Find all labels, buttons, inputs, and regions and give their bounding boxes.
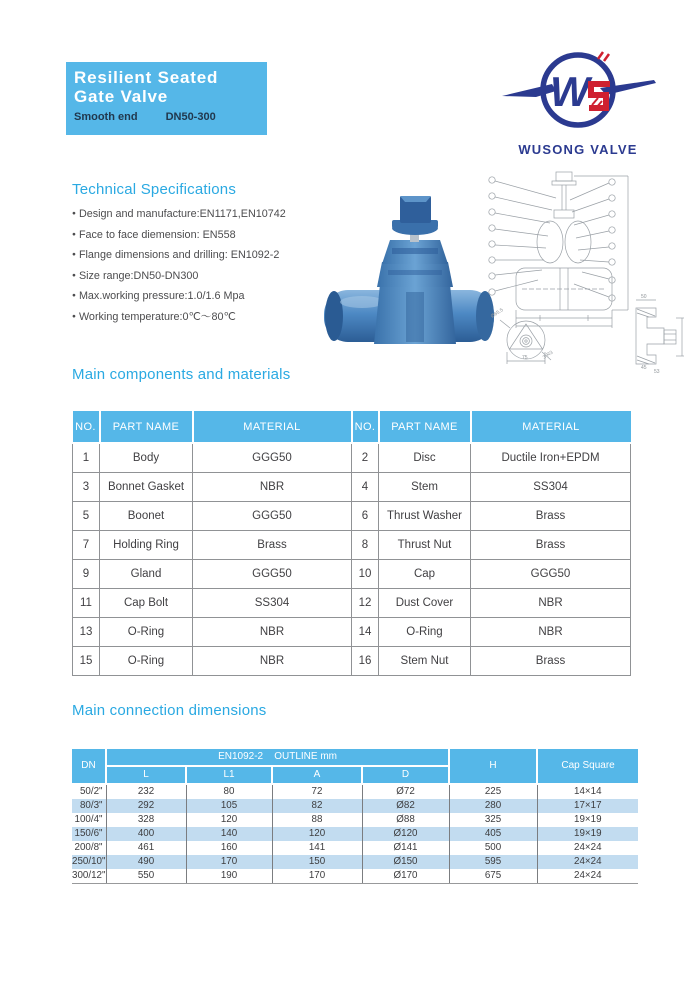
comp-cell: GGG50 — [193, 560, 352, 589]
dim-cell: 150/6" — [74, 828, 103, 840]
table-row — [72, 813, 638, 827]
spec-item: ● Size range:DN50-DN300 — [72, 267, 332, 288]
comp-cell: SS304 — [471, 473, 631, 502]
dim-cell: 150 — [272, 855, 362, 869]
product-title-block — [66, 62, 267, 135]
comp-cell: Stem — [379, 473, 471, 502]
comp-cell: 13 — [73, 618, 100, 647]
dim-cell: 24×24 — [537, 869, 638, 884]
column-header-h: H — [449, 749, 537, 784]
comp-cell: Cap — [379, 560, 471, 589]
comp-cell: Thrust Washer — [379, 502, 471, 531]
table-row — [72, 827, 638, 841]
dim-cell: 120 — [272, 827, 362, 841]
dim-cell: 405 — [449, 827, 537, 841]
components-table — [72, 411, 631, 676]
brand-logo — [500, 46, 656, 157]
column-header-dn: DN — [72, 749, 106, 784]
comp-cell: GGG50 — [193, 502, 352, 531]
table-row — [73, 473, 631, 502]
comp-cell: 12 — [352, 589, 379, 618]
dim-cell: 140 — [186, 827, 272, 841]
components-header-row — [73, 411, 631, 443]
column-header-cap-square: Cap Square — [537, 749, 638, 784]
product-title-line2: Gate Valve — [74, 87, 169, 106]
dim-cell: 14×14 — [537, 784, 638, 799]
dim-cell: 88 — [272, 813, 362, 827]
comp-cell: 8 — [352, 531, 379, 560]
gate-valve-photo — [322, 192, 497, 358]
product-size-range: DN50-300 — [165, 111, 216, 123]
spec-item: ● Face to face diemension: EN558 — [72, 226, 332, 247]
comp-cell: NBR — [193, 473, 352, 502]
callout-circles-right — [570, 179, 615, 301]
comp-cell: NBR — [193, 618, 352, 647]
dimensions-heading: Main connection dimensions — [72, 702, 267, 719]
comp-cell: 2 — [352, 443, 379, 473]
dim-cell: 200/8" — [74, 842, 103, 854]
dim-cell: 280 — [449, 799, 537, 813]
column-header: A — [272, 766, 362, 784]
table-row — [73, 531, 631, 560]
drawing-50-label: 50 — [641, 294, 647, 300]
comp-cell: O-Ring — [379, 618, 471, 647]
dim-cell: 325 — [449, 813, 537, 827]
dim-cell: Ø150 — [362, 855, 449, 869]
column-header: D — [362, 766, 449, 784]
svg-text:W: W — [550, 68, 590, 115]
dim-cell: 170 — [272, 869, 362, 884]
dim-cell: 292 — [106, 799, 186, 813]
comp-cell: 14 — [352, 618, 379, 647]
comp-cell: 5 — [73, 502, 100, 531]
comp-cell: Brass — [471, 647, 631, 676]
table-row — [73, 560, 631, 589]
drawing-diameter-label: Ø65.5 — [489, 307, 505, 320]
valve-section-outline — [516, 172, 612, 310]
dimensions-header-row1 — [72, 749, 638, 766]
drawing-75-label: 75 — [522, 355, 528, 361]
drawing-45-label: 45 — [641, 365, 647, 371]
comp-cell: Body — [100, 443, 193, 473]
dim-cell: 300/12" — [72, 869, 106, 884]
drawing-radius-label: 3-R3 — [541, 349, 555, 361]
brand-name: WUSONG VALVE — [518, 142, 638, 157]
comp-cell: 9 — [73, 560, 100, 589]
dim-cell: 490 — [106, 855, 186, 869]
dim-cell: 141 — [272, 841, 362, 855]
comp-cell: Thrust Nut — [379, 531, 471, 560]
comp-cell: Disc — [379, 443, 471, 473]
product-end-type: Smooth end — [74, 111, 138, 123]
dim-cell: 24×24 — [537, 855, 638, 869]
dim-cell: 19×19 — [537, 813, 638, 827]
dim-cell: 82 — [272, 799, 362, 813]
column-header: L — [106, 766, 186, 784]
comp-cell: 10 — [352, 560, 379, 589]
spec-item: ● Flange dimensions and drilling: EN1092-2 — [72, 246, 332, 267]
comp-cell: Gland — [100, 560, 193, 589]
spec-item: ● Max.working pressure:1.0/1.6 Mpa — [72, 287, 332, 308]
comp-cell: 4 — [352, 473, 379, 502]
wusong-logo-icon — [500, 46, 656, 136]
drawing-53-label: 53 — [654, 369, 660, 374]
comp-cell: Brass — [471, 531, 631, 560]
comp-cell: Ductile Iron+EPDM — [471, 443, 631, 473]
column-header: NO. — [73, 411, 100, 443]
column-header: MATERIAL — [193, 411, 352, 443]
tech-specs-heading: Technical Specifications — [72, 181, 237, 198]
dim-cell: 160 — [186, 841, 272, 855]
dim-cell: 170 — [186, 855, 272, 869]
table-row — [72, 869, 638, 884]
dim-cell: 105 — [186, 799, 272, 813]
valve-cross-section-drawing — [478, 168, 696, 374]
comp-cell: 1 — [73, 443, 100, 473]
comp-cell: SS304 — [193, 589, 352, 618]
column-header: NO. — [352, 411, 379, 443]
dim-cell: Ø88 — [362, 813, 449, 827]
dim-cell: 120 — [186, 813, 272, 827]
dim-cell: 225 — [449, 784, 537, 799]
column-header: PART NAME — [379, 411, 471, 443]
dim-cell: Ø82 — [362, 799, 449, 813]
table-row — [73, 647, 631, 676]
comp-cell: O-Ring — [100, 647, 193, 676]
dim-cell: 250/10" — [72, 856, 106, 868]
table-row — [72, 799, 638, 813]
components-heading: Main components and materials — [72, 366, 291, 383]
comp-cell: NBR — [193, 647, 352, 676]
dim-cell: 17×17 — [537, 799, 638, 813]
comp-cell: Boonet — [100, 502, 193, 531]
product-subtitle — [74, 111, 261, 123]
column-header: L1 — [186, 766, 272, 784]
cap-square-section-view — [636, 300, 684, 364]
dim-cell: 400 — [106, 827, 186, 841]
table-row — [73, 443, 631, 473]
spec-list — [72, 205, 332, 328]
dim-cell: 24×24 — [537, 841, 638, 855]
dim-cell: 500 — [449, 841, 537, 855]
comp-cell: Dust Cover — [379, 589, 471, 618]
dim-cell: Ø72 — [362, 784, 449, 799]
table-row — [73, 589, 631, 618]
comp-cell: Bonnet Gasket — [100, 473, 193, 502]
comp-cell: O-Ring — [100, 618, 193, 647]
dim-cell: 675 — [449, 869, 537, 884]
dim-cell: 100/4" — [74, 814, 103, 826]
table-row — [72, 855, 638, 869]
column-header: MATERIAL — [471, 411, 631, 443]
dim-cell: 19×19 — [537, 827, 638, 841]
comp-cell: 15 — [73, 647, 100, 676]
comp-cell: 6 — [352, 502, 379, 531]
column-header: PART NAME — [100, 411, 193, 443]
dim-cell: 232 — [106, 784, 186, 799]
comp-cell: 11 — [73, 589, 100, 618]
table-row — [73, 502, 631, 531]
column-header-group: EN1092-2 OUTLINE mm — [106, 749, 449, 766]
comp-cell: GGG50 — [193, 443, 352, 473]
comp-cell: Brass — [471, 502, 631, 531]
product-title-line1: Resilient Seated — [74, 68, 219, 87]
dim-cell: Ø120 — [362, 827, 449, 841]
comp-cell: Holding Ring — [100, 531, 193, 560]
dimensions-table — [72, 749, 638, 884]
spec-item: ● Working temperature:0℃～80℃ — [72, 308, 332, 329]
dim-cell: Ø141 — [362, 841, 449, 855]
dim-cell: 328 — [106, 813, 186, 827]
dim-cell: Ø170 — [362, 869, 449, 884]
comp-cell: Cap Bolt — [100, 589, 193, 618]
dim-cell: 190 — [186, 869, 272, 884]
dim-cell: 50/2" — [79, 786, 103, 798]
dim-cell: 80 — [186, 784, 272, 799]
comp-cell: GGG50 — [471, 560, 631, 589]
dim-cell: 80/3" — [79, 800, 103, 812]
comp-cell: NBR — [471, 589, 631, 618]
dim-cell: 550 — [106, 869, 186, 884]
comp-cell: Stem Nut — [379, 647, 471, 676]
spec-item: ● Design and manufacture:EN1171,EN10742 — [72, 205, 332, 226]
dim-cell: 72 — [272, 784, 362, 799]
comp-cell: NBR — [471, 618, 631, 647]
callout-circles-left — [489, 177, 556, 295]
comp-cell: 3 — [73, 473, 100, 502]
comp-cell: 16 — [352, 647, 379, 676]
table-row — [72, 841, 638, 855]
dim-cell: 461 — [106, 841, 186, 855]
comp-cell: 7 — [73, 531, 100, 560]
comp-cell: Brass — [193, 531, 352, 560]
table-row — [73, 618, 631, 647]
table-row — [72, 784, 638, 799]
dim-cell: 595 — [449, 855, 537, 869]
